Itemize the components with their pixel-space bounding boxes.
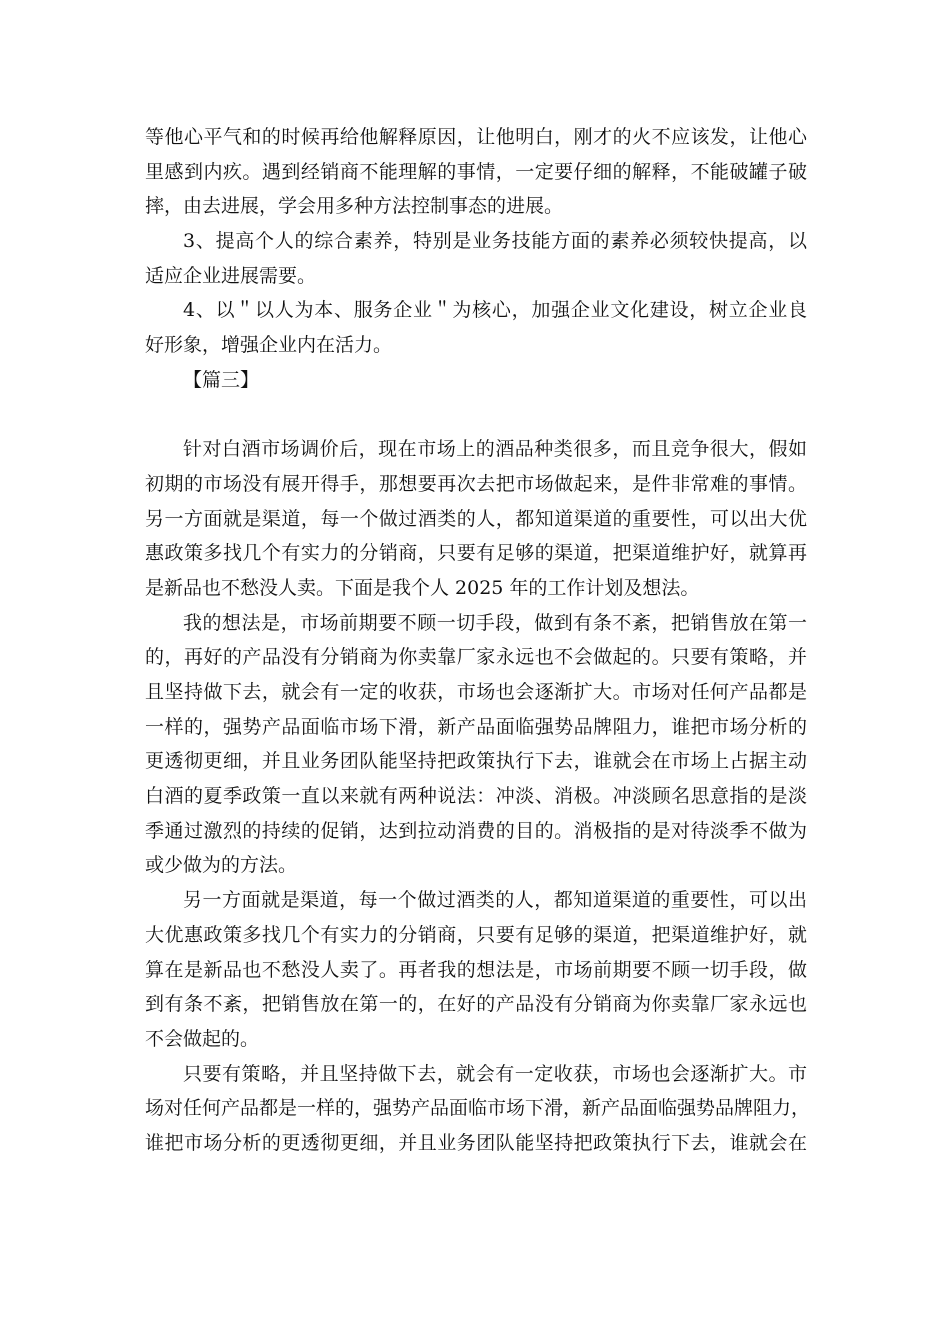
text-line: 是新品也不愁没人卖。下面是我个人 2025 年的工作计划及想法。 <box>145 576 700 599</box>
text-line: 4、以＂以人为本、服务企业＂为核心，加强企业文化建设，树立企业良 <box>183 299 807 322</box>
section-heading: 【篇三】 <box>183 368 260 391</box>
paragraph <box>145 606 807 884</box>
text-line: 一样的，强势产品面临市场下滑，新产品面临强势品牌阻力，谁把市场分析的 <box>145 715 807 738</box>
text-line: 初期的市场没有展开得手，那想要再次去把市场做起来，是件非常难的事情。 <box>145 472 807 495</box>
text-line: 等他心平气和的时候再给他解释原因，让他明白，刚才的火不应该发，让他心 <box>145 126 807 148</box>
paragraph <box>145 120 807 224</box>
text-line: 另一方面就是渠道，每一个做过酒类的人，都知道渠道的重要性，可以出 <box>183 889 807 912</box>
text-line: 场对任何产品都是一样的，强势产品面临市场下滑，新产品面临强势品牌阻力， <box>145 1097 811 1120</box>
text-line: 另一方面就是渠道，每一个做过酒类的人，都知道渠道的重要性，可以出大优 <box>145 507 807 530</box>
text-line: 好形象，增强企业内在活力。 <box>145 334 393 357</box>
text-line: 算在是新品也不愁没人卖了。再者我的想法是，市场前期要不顾一切手段，做 <box>145 958 807 981</box>
text-line: 针对白酒市场调价后，现在市场上的酒品种类很多，而且竞争很大，假如 <box>183 438 807 461</box>
text-line: 的，再好的产品没有分销商为你卖靠厂家永远也不会做起的。只要有策略，并 <box>145 646 807 669</box>
text-line: 白酒的夏季政策一直以来就有两种说法：冲淡、消极。冲淡顾名思意指的是淡 <box>145 785 807 808</box>
text-line: 摔，由去进展，学会用多种方法控制事态的进展。 <box>145 195 564 218</box>
paragraph <box>145 1057 811 1161</box>
text-line: 且坚持做下去，就会有一定的收获，市场也会逐渐扩大。市场对任何产品都是 <box>145 681 807 703</box>
text-line: 惠政策多找几个有实力的分销商，只要有足够的渠道，把渠道维护好，就算再 <box>145 542 807 565</box>
paragraph <box>145 293 807 362</box>
paragraph <box>145 432 807 605</box>
text-line: 适应企业进展需要。 <box>145 264 317 287</box>
blank-line <box>145 398 807 433</box>
text-line: 不会做起的。 <box>145 1027 260 1050</box>
text-line: 我的想法是，市场前期要不顾一切手段，做到有条不紊，把销售放在第一 <box>183 611 807 634</box>
text-line: 到有条不紊，把销售放在第一的，在好的产品没有分销商为你卖靠厂家永远也 <box>145 993 807 1016</box>
document-page <box>145 120 811 1161</box>
text-line: 或少做为的方法。 <box>145 854 298 877</box>
text-line: 季通过激烈的持续的促销，达到拉动消费的目的。消极指的是对待淡季不做为 <box>145 819 807 842</box>
text-line: 更透彻更细，并且业务团队能坚持把政策执行下去，谁就会在市场上占据主动 <box>145 750 807 773</box>
text-line: 大优惠政策多找几个有实力的分销商，只要有足够的渠道，把渠道维护好，就 <box>145 923 807 946</box>
paragraph <box>145 883 807 1056</box>
paragraph <box>145 224 807 293</box>
text-line: 谁把市场分析的更透彻更细，并且业务团队能坚持把政策执行下去，谁就会在 <box>145 1131 807 1154</box>
text-line: 3、提高个人的综合素养，特别是业务技能方面的素养必须较快提高，以 <box>183 230 807 253</box>
text-line: 只要有策略，并且坚持做下去，就会有一定收获，市场也会逐渐扩大。市 <box>183 1062 807 1085</box>
text-line: 里感到内疚。遇到经销商不能理解的事情，一定要仔细的解释，不能破罐子破 <box>145 160 807 183</box>
